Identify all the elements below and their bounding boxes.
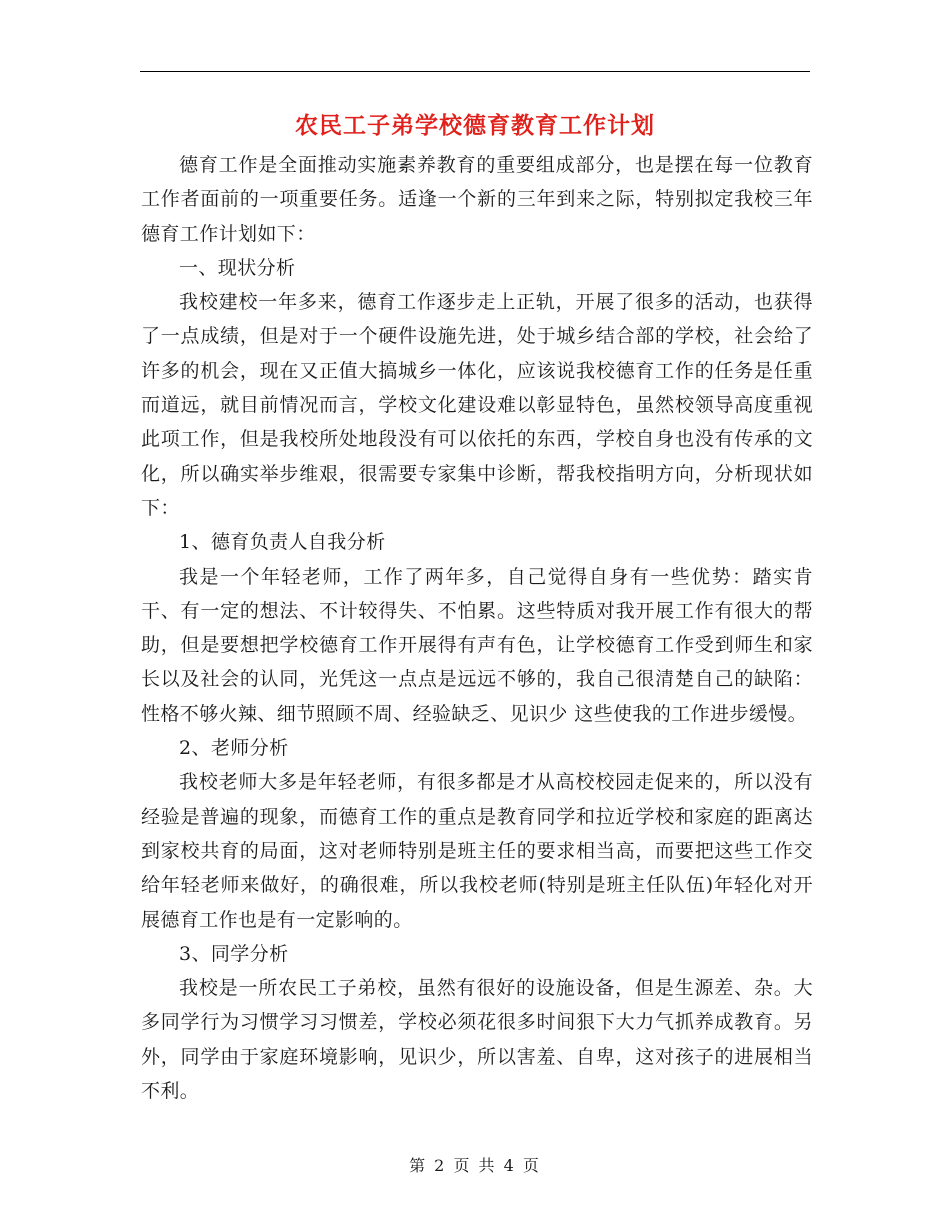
paragraph-student-analysis: 我校是一所农民工子弟校，虽然有很好的设施设备，但是生源差、杂。大多同学行为习惯学习习惯差，学校必须花很多时间狠下大力气抓养成教育。另外，同学由于家庭环境影响，见识少，所以害羞、自卑，这对孩子的进展相当不利。 — [141, 977, 813, 1103]
header-rule — [140, 71, 810, 72]
page-number-footer: 第 2 页 共 4 页 — [409, 1156, 541, 1175]
subsection-heading-teacher-analysis: 2、老师分析 — [179, 737, 289, 760]
document-body — [141, 148, 813, 1108]
paragraph-teacher-analysis: 我校老师大多是年轻老师，有很多都是才从高校校园走促来的，所以没有经验是普遍的现象，而德育工作的重点是教育同学和拉近学校和家庭的距离达到家校共育的局面，这对老师特别是班主任的要求相当高，而要把这些工作交给年轻老师来做好，的确很难，所以我校老师(特别是班主任队伍)年轻化对开展德育工作也是有一定影响的。 — [141, 771, 813, 931]
paragraph-status-analysis: 我校建校一年多来，德育工作逐步走上正轨，开展了很多的活动，也获得了一点成绩，但是对于一个硬件设施先进，处于城乡结合部的学校，社会给了许多的机会，现在又正值大搞城乡一体化，应该说我校德育工作的任务是任重而道远，就目前情况而言，学校文化建设难以彰显特色，虽然校领导高度重视此项工作，但是我校所处地段没有可以依托的东西，学校自身也没有传承的文化，所以确实举步维艰，很需要专家集中诊断，帮我校指明方向，分析现状如下： — [141, 291, 813, 519]
subsection-heading-student-analysis: 3、同学分析 — [179, 942, 289, 965]
paragraph-intro: 德育工作是全面推动实施素养教育的重要组成部分，也是摆在每一位教育工作者面前的一项重要任务。适逢一个新的三年到来之际，特别拟定我校三年德育工作计划如下： — [141, 154, 813, 245]
subsection-heading-self-analysis: 1、德育负责人自我分析 — [179, 531, 386, 554]
paragraph-self-analysis: 我是一个年轻老师，工作了两年多，自己觉得自身有一些优势：踏实肯干、有一定的想法、不计较得失、不怕累。这些特质对我开展工作有很大的帮助，但是要想把学校德育工作开展得有声有色，让学校德育工作受到师生和家长以及社会的认同，光凭这一点点是远远不够的，我自己很清楚自己的缺陷：性格不够火辣、细节照顾不周、经验缺乏、见识少 这些使我的工作进步缓慢。 — [141, 565, 813, 725]
document-title: 农民工子弟学校德育教育工作计划 — [295, 112, 655, 139]
section-heading-status-analysis: 一、现状分析 — [179, 256, 296, 279]
